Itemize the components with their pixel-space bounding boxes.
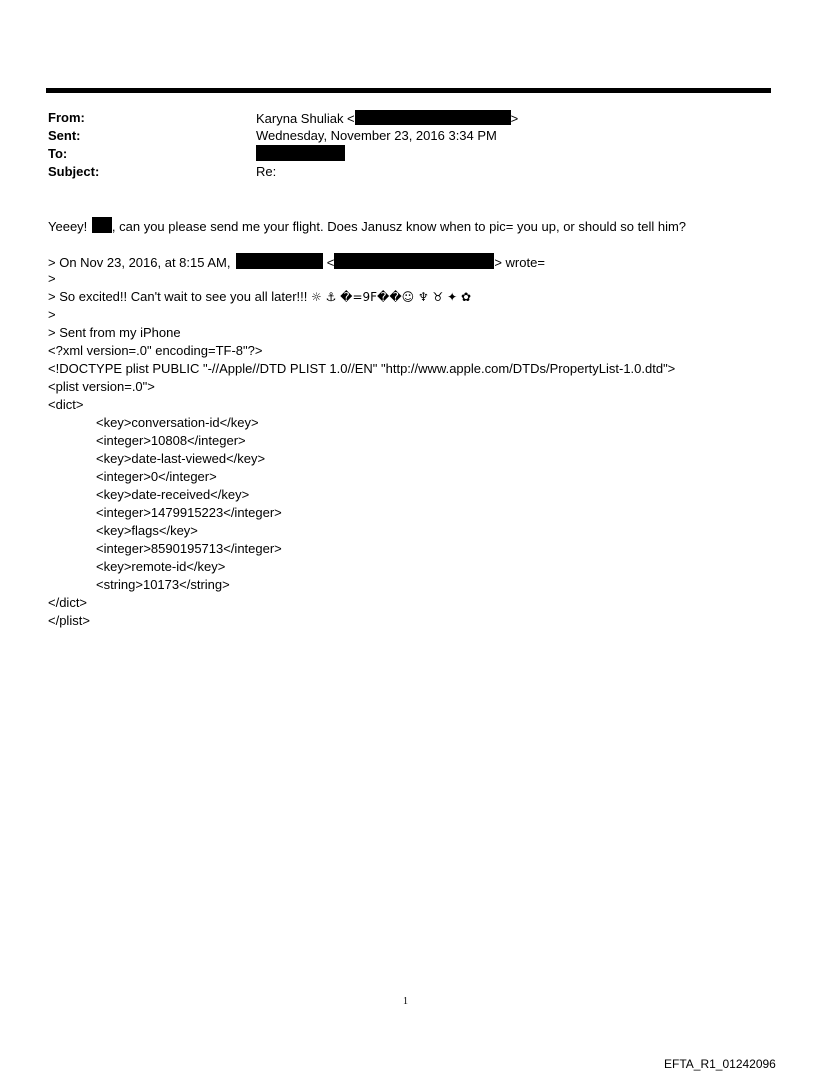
redaction-bar xyxy=(355,110,511,125)
message-text: , can you please send me your flight. Does Janusz know when to pic= you up, or should so tell him? xyxy=(111,219,687,234)
quote-excited-line xyxy=(48,289,471,305)
dict-line: <integer>10808</integer> xyxy=(96,433,246,448)
redaction-bar xyxy=(334,253,494,269)
sent-value: Wednesday, November 23, 2016 3:34 PM xyxy=(256,128,497,143)
doctype-line: <!DOCTYPE plist PUBLIC "-//Apple//DTD PLIST 1.0//EN" "http://www.apple.com/DTDs/PropertyList-1.0.dtd"> xyxy=(48,361,676,376)
dict-line: <string>10173</string> xyxy=(96,577,230,592)
quote-lt: < xyxy=(326,255,335,270)
quote-intro-line xyxy=(48,253,545,271)
to-label: To: xyxy=(48,146,68,161)
dict-line: <key>date-last-viewed</key> xyxy=(96,451,266,466)
subject-value: Re: xyxy=(256,164,277,179)
dict-line: <key>flags</key> xyxy=(96,523,198,538)
from-close: > xyxy=(510,111,519,126)
dict-line: <integer>8590195713</integer> xyxy=(96,541,282,556)
quote-excited: > So excited!! Can't wait to see you all later!!! xyxy=(48,289,308,304)
dict-line: <key>date-received</key> xyxy=(96,487,250,502)
plist-close: </plist> xyxy=(48,613,90,628)
xml-declaration: <?xml version=.0" encoding=TF-8"?> xyxy=(48,343,263,358)
subject-label: Subject: xyxy=(48,164,100,179)
plist-open: <plist version=.0"> xyxy=(48,379,155,394)
from-label: From: xyxy=(48,110,85,125)
dict-line: <key>conversation-id</key> xyxy=(96,415,259,430)
dict-close: </dict> xyxy=(48,595,88,610)
header-rule xyxy=(46,88,771,93)
greeting: Yeeey! xyxy=(48,219,88,234)
dict-open: <dict> xyxy=(48,397,84,412)
quote-blank-1: > xyxy=(48,271,56,286)
garbled-emoji: ☼ ⚓ �=9F��☺ ♆ ♉ ✦ ✿ xyxy=(311,290,472,304)
page-number: 1 xyxy=(403,996,408,1007)
dict-line: <integer>0</integer> xyxy=(96,469,217,484)
to-value xyxy=(256,145,345,163)
redaction-bar xyxy=(256,145,345,161)
from-name: Karyna Shuliak < xyxy=(256,111,355,126)
dict-line: <integer>1479915223</integer> xyxy=(96,505,282,520)
redaction-bar xyxy=(236,253,323,269)
quote-blank-2: > xyxy=(48,307,56,322)
from-value xyxy=(256,110,518,127)
message-line xyxy=(48,217,686,235)
quote-intro: > On Nov 23, 2016, at 8:15 AM, xyxy=(48,255,231,270)
sent-label: Sent: xyxy=(48,128,81,143)
redaction-bar xyxy=(92,217,112,233)
quote-wrote: > wrote= xyxy=(494,255,545,270)
bates-number: EFTA_R1_01242096 xyxy=(664,1057,776,1071)
dict-line: <key>remote-id</key> xyxy=(96,559,226,574)
quote-sent-from: > Sent from my iPhone xyxy=(48,325,181,340)
